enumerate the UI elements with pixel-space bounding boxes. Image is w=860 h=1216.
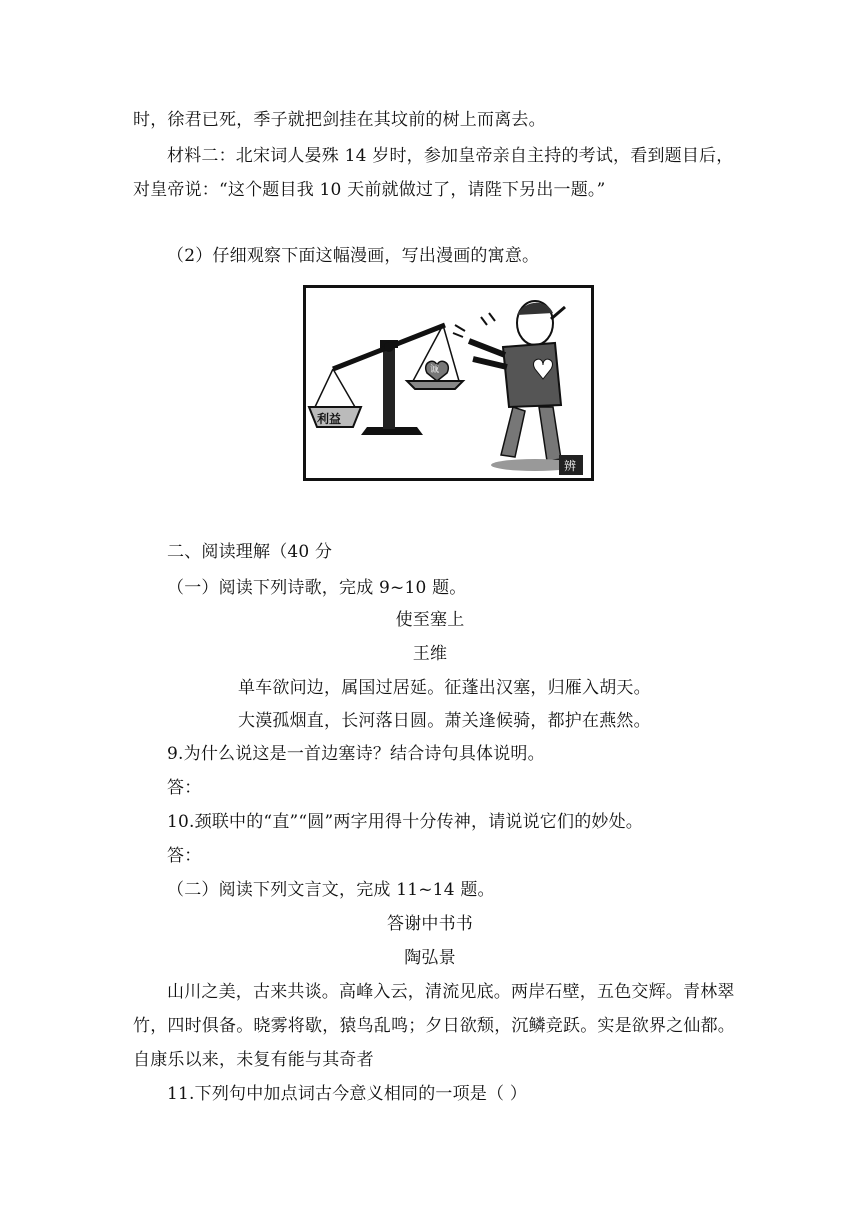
section-two-title: 二、阅读理解（40 分 [167, 542, 333, 562]
question-2-prompt: （2）仔细观察下面这幅漫画，写出漫画的寓意。 [167, 246, 540, 266]
poem-line-2: 大漠孤烟直，长河落日圆。萧关逢候骑，都护在燕然。 [238, 711, 651, 731]
part-one-intro: （一）阅读下列诗歌，完成 9~10 题。 [167, 578, 467, 598]
prose-line-1: 山川之美，古来共谈。高峰入云，清流见底。两岸石壁，五色交辉。青林翠 [167, 982, 735, 1002]
poem-author: 王维 [412, 644, 448, 664]
poem-line-1: 单车欲问边，属国过居延。征蓬出汉塞，归雁入胡天。 [238, 678, 651, 698]
material-two-line-2: 对皇帝说：“这个题目我 10 天前就做过了，请陛下另出一题。” [133, 180, 606, 200]
left-pan-label: 利益 [317, 412, 342, 426]
question-11: 11.下列句中加点词古今意义相同的一项是（ ） [167, 1084, 528, 1104]
material-two-line-1: 材料二：北宋词人晏殊 14 岁时，参加皇帝亲自主持的考试，看到题目后， [167, 146, 734, 166]
answer-label-10: 答： [167, 846, 202, 866]
answer-label-9: 答： [167, 778, 202, 798]
poem-title: 使至塞上 [395, 610, 465, 630]
material-one-ending: 时，徐君已死，季子就把剑挂在其坟前的树上而离去。 [133, 110, 546, 130]
cartoon-image [303, 285, 594, 481]
prose-author: 陶弘景 [404, 948, 456, 968]
artist-stamp-text: 辨 [564, 459, 577, 473]
part-two-intro: （二）阅读下列文言文，完成 11~14 题。 [167, 880, 495, 900]
question-9: 9.为什么说这是一首边塞诗？结合诗句具体说明。 [167, 744, 545, 764]
prose-line-3: 自康乐以来，未复有能与其奇者 [133, 1050, 374, 1070]
prose-title: 答谢中书书 [387, 914, 473, 934]
prose-line-2: 竹，四时俱备。晓雾将歇，猿鸟乱鸣；夕日欲颓，沉鳞竞跃。实是欲界之仙都。 [133, 1016, 735, 1036]
question-10: 10.颈联中的“直”“圆”两字用得十分传神，请说说它们的妙处。 [167, 812, 643, 832]
right-pan-label: 诚 [430, 365, 440, 375]
